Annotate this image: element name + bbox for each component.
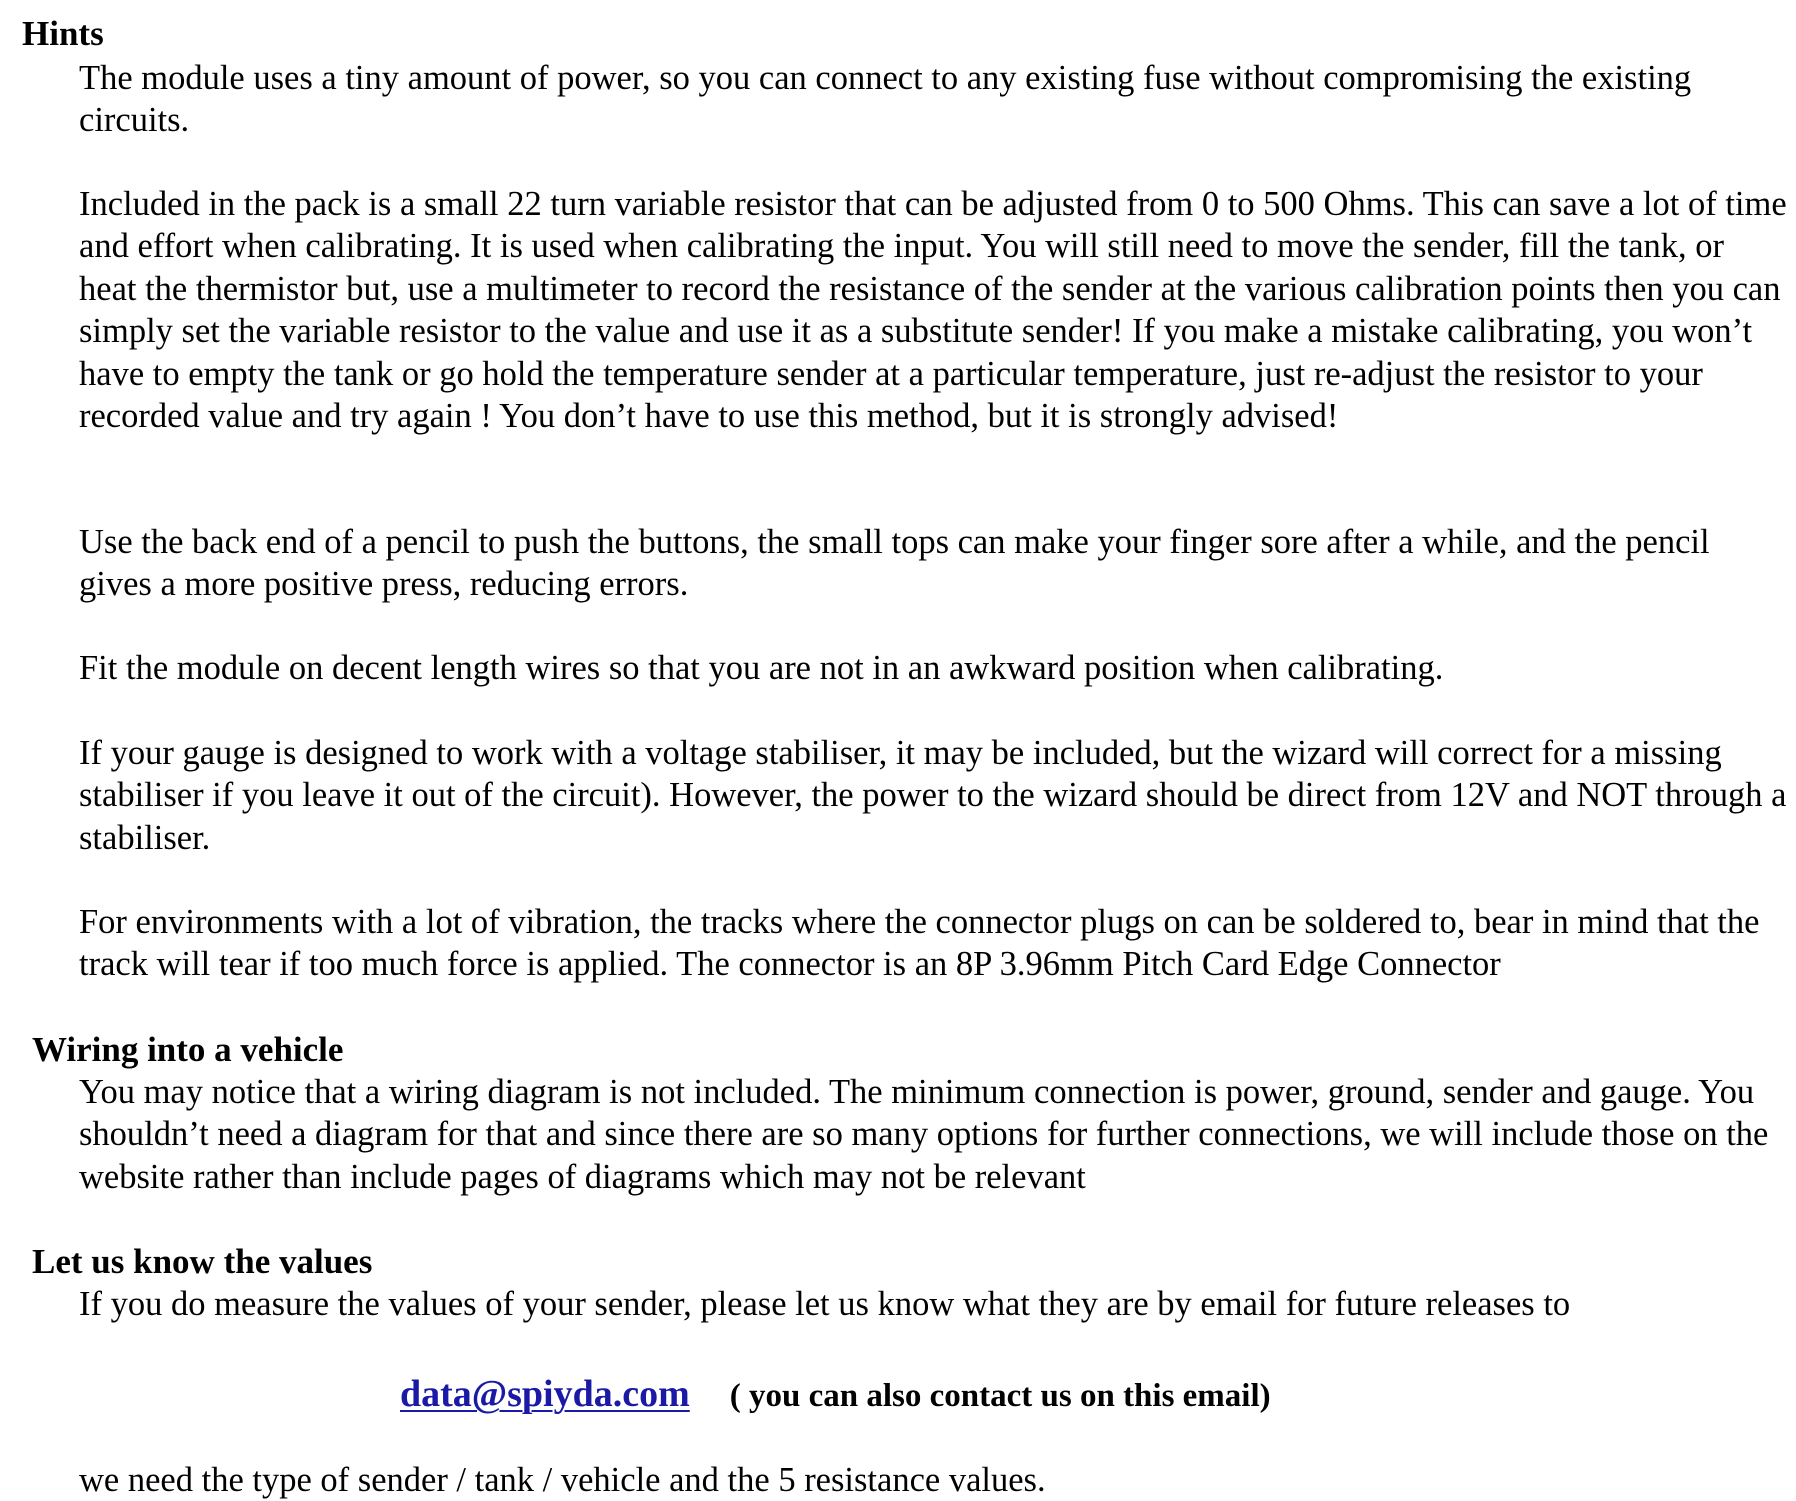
hints-paragraph-vibration: For environments with a lot of vibration, the tracks where the connector plugs on can be soldered to, bear in mind that the track will tear if too much force is applied. The connector is an 8P 3.96mm Pitch Card Edge Connector (79, 903, 1760, 984)
hints-paragraph-power: The module uses a tiny amount of power, so you can connect to any existing fuse without compromising the existing circuits. (79, 59, 1692, 140)
hints-paragraph-pencil: Use the back end of a pencil to push the buttons, the small tops can make your finger sore after a while, and the pencil gives a more positive press, reducing errors. (79, 523, 1710, 604)
hints-heading: Hints (22, 14, 104, 53)
email-link[interactable]: data@spiyda.com (400, 1373, 690, 1415)
wiring-heading: Wiring into a vehicle (32, 1030, 344, 1069)
hints-paragraph-wires: Fit the module on decent length wires so that you are not in an awkward position when calibrating. (79, 649, 1444, 687)
hints-paragraph-stabiliser: If your gauge is designed to work with a voltage stabiliser, it may be included, but the wizard will correct for a missing stabiliser if you leave it out of the circuit). However, the power to the wizard should be direct from 12V and NOT through a stabiliser. (79, 734, 1787, 857)
email-note: ( you can also contact us on this email) (729, 1378, 1271, 1414)
values-intro-paragraph: If you do measure the values of your sender, please let us know what they are by email for future releases to (79, 1285, 1571, 1323)
values-heading: Let us know the values (32, 1242, 373, 1281)
email-row (400, 1372, 1271, 1416)
values-closing-paragraph: we need the type of sender / tank / vehicle and the 5 resistance values. (79, 1461, 1046, 1499)
wiring-paragraph: You may notice that a wiring diagram is not included. The minimum connection is power, ground, sender and gauge. You shouldn’t need a diagram for that and since there are so many options for further connections, we will include those on the website rather than include pages of diagrams which may not be relevant (79, 1073, 1769, 1196)
hints-paragraph-variable-resistor: Included in the pack is a small 22 turn variable resistor that can be adjusted from 0 to 500 Ohms. This can save a lot of time and effort when calibrating. It is used when calibrating the input. You will still need to move the sender, fill the tank, or heat the thermistor but, use a multimeter to record the resistance of the sender at the various calibration points then you can simply set the variable resistor to the value and use it as a substitute sender! If you make a mistake calibrating, you won’t have to empty the tank or go hold the temperature sender at a particular temperature, just re-adjust the resistor to your recorded value and try again ! You don’t have to use this method, but it is strongly advised! (79, 185, 1787, 436)
